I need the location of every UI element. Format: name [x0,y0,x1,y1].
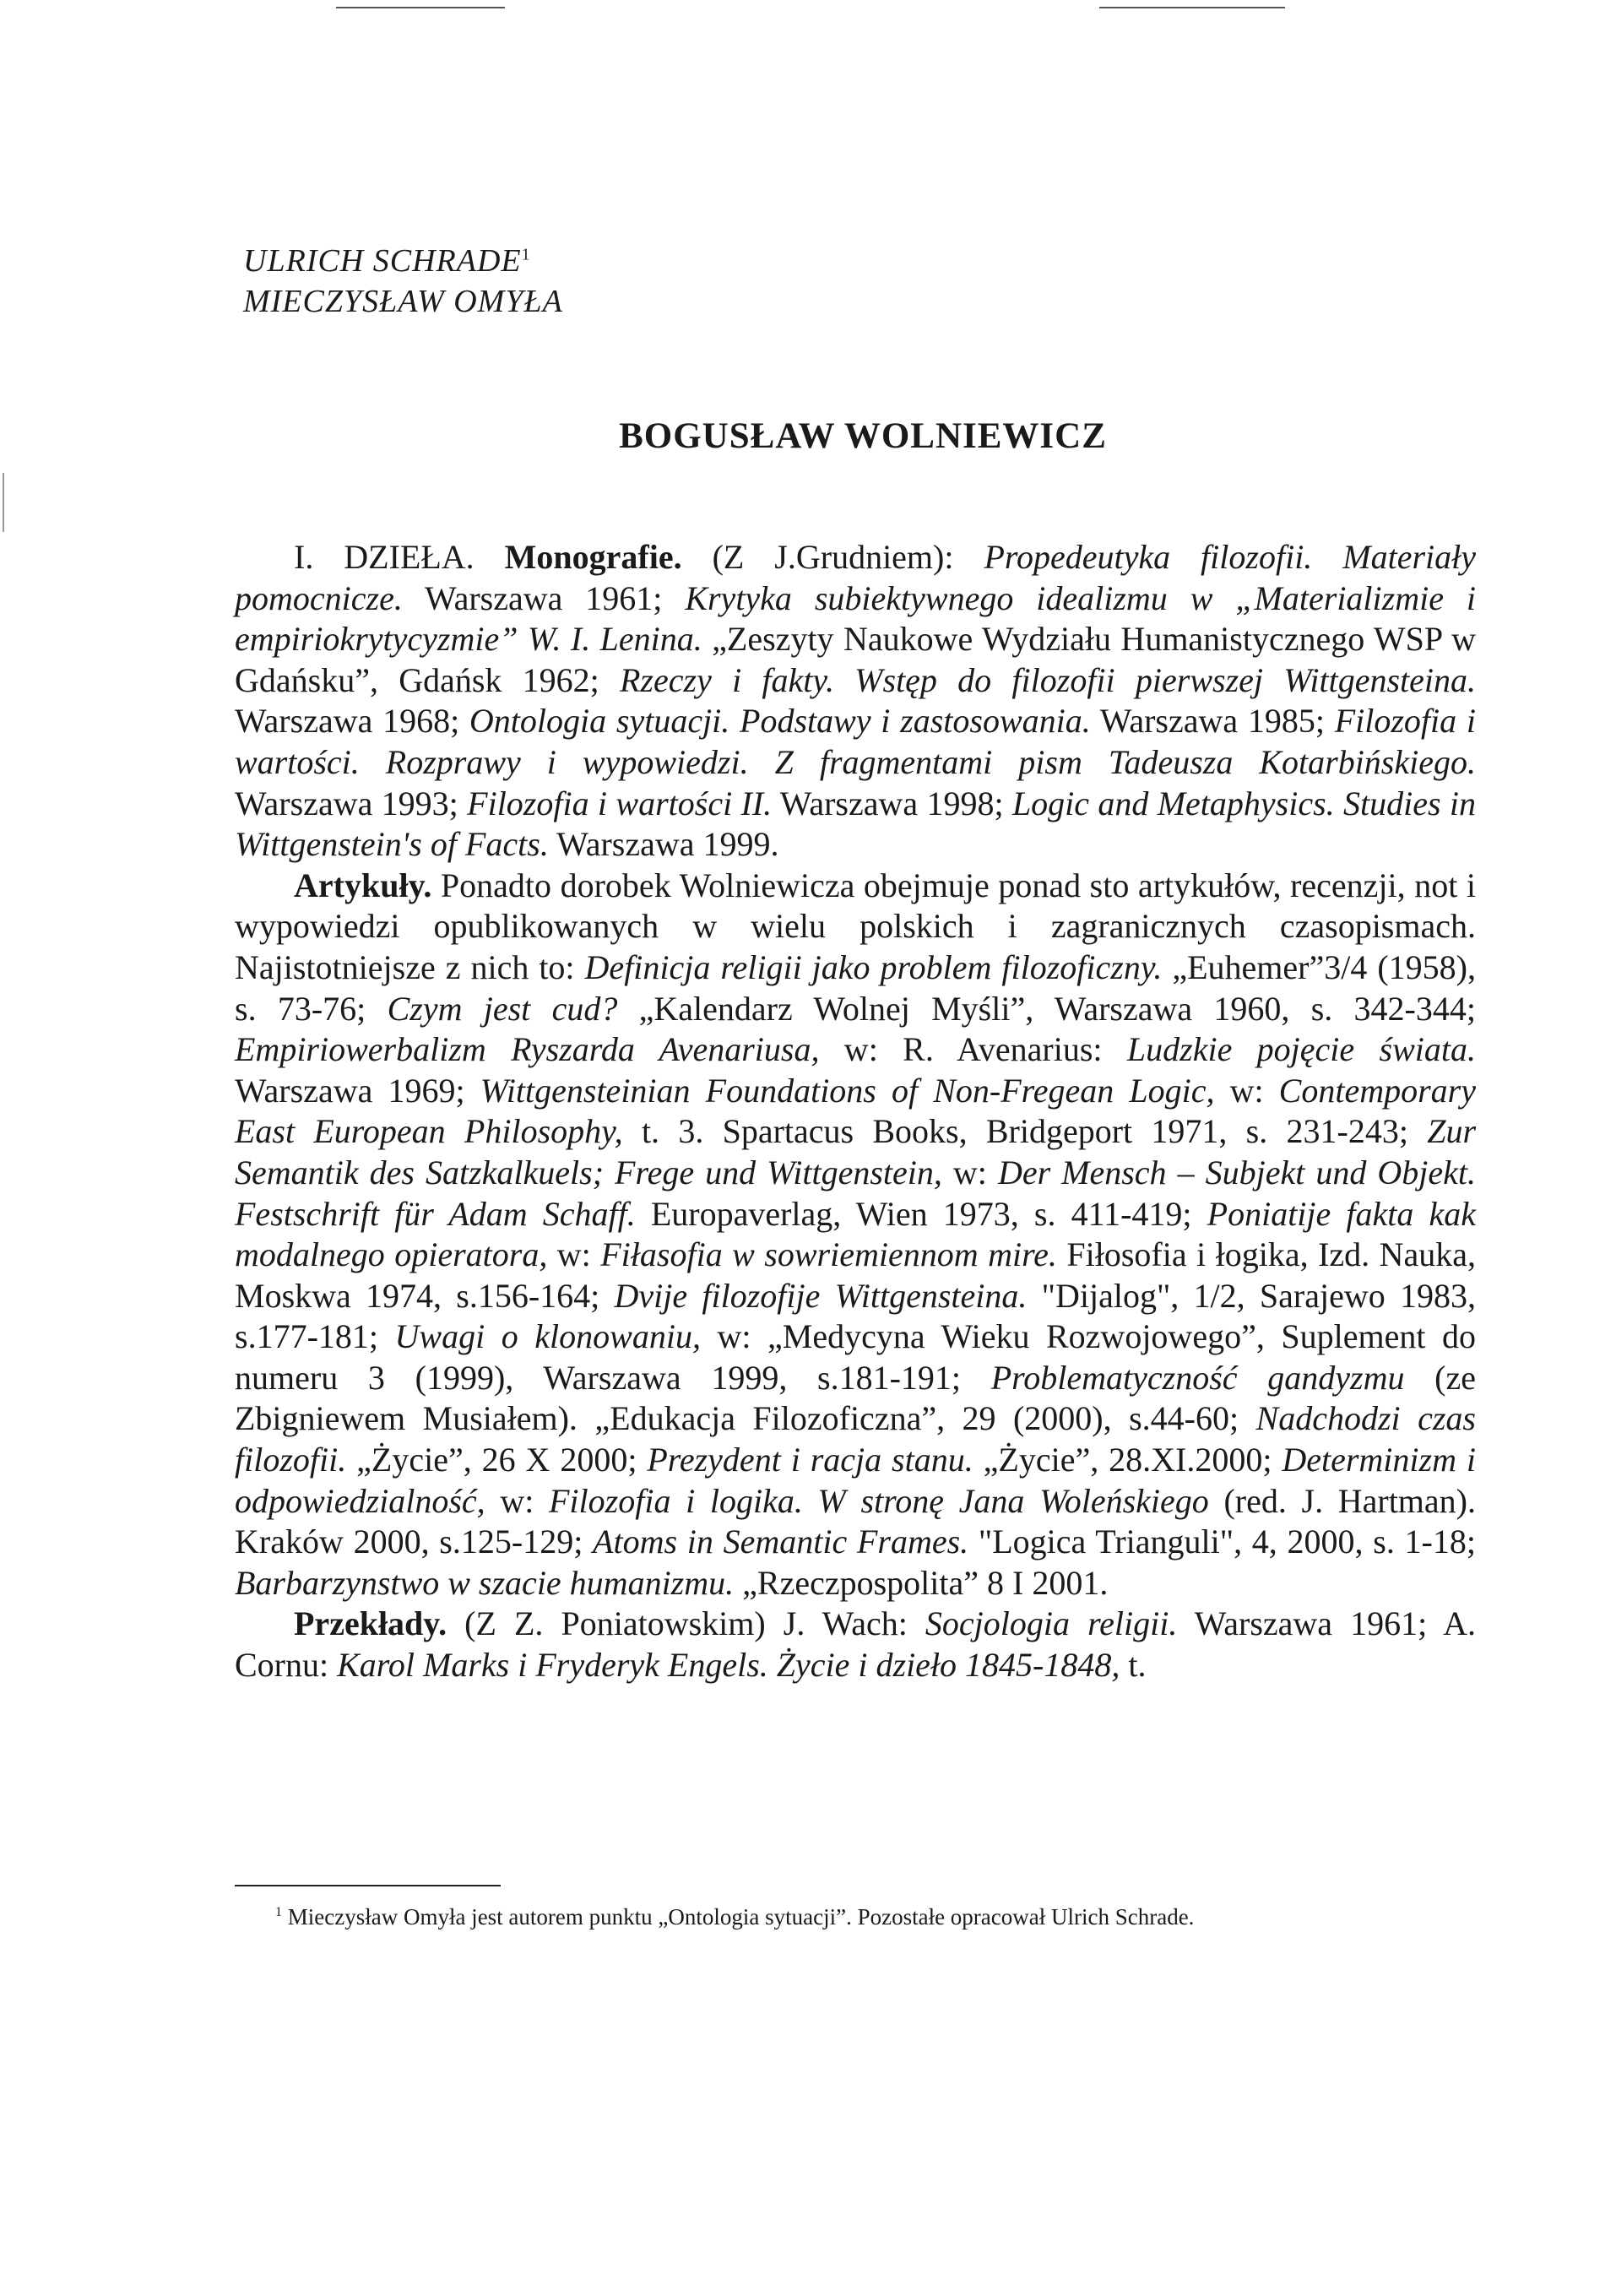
work-title: Fiłasofia w sowriemiennom mire. [600,1235,1057,1274]
author-block [243,241,1003,322]
citation-text: Warszawa 1969; [235,1071,480,1110]
body-text [235,537,1476,1686]
citation-text: t. 3. Spartacus Books, Bridgeport 1971, s. 231-243; [622,1112,1428,1151]
section-paragraph [235,866,1476,1604]
work-title: Prezydent i racja stanu. [647,1441,973,1479]
work-title: Definicja religii jako problem filozoficzny. [584,947,1163,986]
work-title: Atoms in Semantic Frames. [593,1523,969,1561]
citation-text: Ponadto dorobek Wolniewicza obejmuje ponad sto artykułów, recenzji, not i wypowiedzi opublikowanych w wielu polskich i zagranicznych czasopismach. Najistotniejsze z nich to: [235,866,1476,986]
citation-text: (red. J. Hartman). Kraków 2000, s.125-129; [235,1481,1476,1561]
section-heading: Przekłady. [294,1604,447,1643]
work-title: Socjologia religii. [925,1604,1178,1643]
work-title: Poniatije fakta kak modalnego opieratora, [235,1194,1476,1274]
work-title: Propedeutyka filozofii. Materiały pomocnicze. [235,538,1477,617]
citation-text: „Kalendarz Wolnej Myśli”, Warszawa 1960, s. 342-344; [617,989,1476,1028]
citation-text: Warszawa 1993; [235,784,468,822]
footnote-text: Mieczysław Omyła jest autorem punktu „Ontologia sytuacji”. Pozostałe opracował Ulrich Schrade. [287,1904,1195,1930]
work-title: Barbarzynstwo w szacie humanizmu. [235,1563,735,1602]
citation-text: „Rzeczpospolita” 8 I 2001. [734,1563,1109,1602]
section-heading: Artykuły. [294,866,432,904]
work-title: Problematyczność gandyzmu [990,1358,1405,1397]
work-title: Nadchodzi czas filozofii. [235,1399,1477,1479]
work-title: Krytyka subiektywnego idealizmu w „Materializmie i empiriokrytycyzmie” W. I. Lenina. [235,578,1477,659]
work-title: Contemporary East European Philosophy, [235,1071,1476,1151]
work-title: Empiriowerbalizm Ryszarda Avenariusa, [235,1030,820,1069]
citation-text: Warszawa 1961; A. Cornu: [235,1604,1476,1685]
footnote [235,1902,1476,1931]
section-heading: Monografie. [504,538,682,576]
section-paragraph [235,537,1476,866]
work-title: Wittgensteinian Foundations of Non-Fregean Logic, [480,1071,1215,1110]
citation-text: t. [1120,1646,1147,1685]
footnote-divider [235,1885,501,1886]
citation-text: (Z J.Grudniem): [681,538,984,576]
scan-edge-line [1099,7,1285,8]
work-title: Filozofia i wartości II. [467,784,773,822]
citation-text: Warszawa 1985; [1090,702,1335,741]
work-title: Dvije filozofije Wittgensteina. [614,1276,1028,1315]
citation-text: w: „Medycyna Wieku Rozwojowego”, Suplement do numeru 3 (1999), Warszawa 1999, s.181-191; [235,1317,1476,1397]
citation-text: Warszawa 1998; [772,784,1012,822]
citation-text: w: [485,1481,549,1520]
citation-text: Warszawa 1968; [235,702,469,741]
citation-text: (Z Z. Poniatowskim) J. Wach: [447,1604,925,1643]
page-title: BOGUSŁAW WOLNIEWICZ [619,416,1107,456]
work-title: Determinizm i odpowiedzialność, [235,1441,1477,1520]
scan-edge-line [336,7,505,8]
footnote-ref: 1 [521,245,531,264]
work-title: Filozofia i wartości. Rozprawy i wypowiedzi. Z fragmentami pism Tadeusza Kotarbińskiego. [235,702,1477,781]
citation-text: „Życie”, 26 X 2000; [346,1441,648,1479]
citation-text: „Życie”, 28.XI.2000; [973,1441,1282,1479]
citation-text: Warszawa 1961; [402,578,686,617]
section-prefix: I. DZIEŁA. [294,538,505,576]
section-paragraph [235,1604,1476,1685]
citation-text: "Dijalog", 1/2, Sarajewo 1983, s.177-181; [235,1276,1477,1356]
citation-text: Fiłosofia i łogika, Izd. Nauka, Moskwa 1974, s.156-164; [235,1235,1476,1315]
citation-text: „Euhemer”3/4 (1958), s. 73-76; [235,947,1477,1028]
citation-text: (ze Zbigniewem Musiałem). „Edukacja Filozoficzna”, 29 (2000), s.44-60; [235,1358,1476,1438]
scan-margin-mark [3,473,4,532]
citation-text: w: [941,1153,998,1191]
work-title: Ludzkie pojęcie świata. [1126,1030,1476,1069]
author-1: ULRICH SCHRADE$^1$ [243,243,531,279]
work-title: Zur Semantik des Satzkalkuels; Frege und Wittgenstein, [235,1112,1477,1191]
citation-text: „Zeszyty Naukowe Wydziału Humanistycznego WSP w Gdańsku”, Gdańsk 1962; [235,620,1476,699]
work-title: Der Mensch – Subjekt und Objekt. Festschrift für Adam Schaff. [235,1153,1476,1233]
work-title: Uwagi o klonowaniu, [394,1317,701,1356]
footnote-mark: 1 [275,1905,282,1919]
citation-text: w: R. Avenarius: [819,1030,1127,1069]
work-title: Czym jest cud? [387,989,618,1028]
work-title: Rzeczy i fakty. Wstęp do filozofii pierwszej Wittgensteina. [620,660,1476,699]
work-title: Ontologia sytuacji. Podstawy i zastosowania. [469,702,1091,741]
citation-text: Warszawa 1999. [548,825,779,864]
citation-text: "Logica Trianguli", 4, 2000, s. 1-18; [968,1523,1476,1561]
citation-text: w: [1214,1071,1279,1110]
citation-text: Europaverlag, Wien 1973, s. 411-419; [635,1194,1207,1233]
work-title: Karol Marks i Fryderyk Engels. Życie i dzieło 1845-1848, [337,1646,1120,1685]
work-title: Logic and Metaphysics. Studies in Wittgenstein's of Facts. [235,784,1477,864]
work-title: Filozofia i logika. W stronę Jana Woleńskiego [549,1481,1209,1520]
citation-text: w: [547,1235,601,1274]
author-2: MIECZYSŁAW OMYŁA [243,284,563,319]
